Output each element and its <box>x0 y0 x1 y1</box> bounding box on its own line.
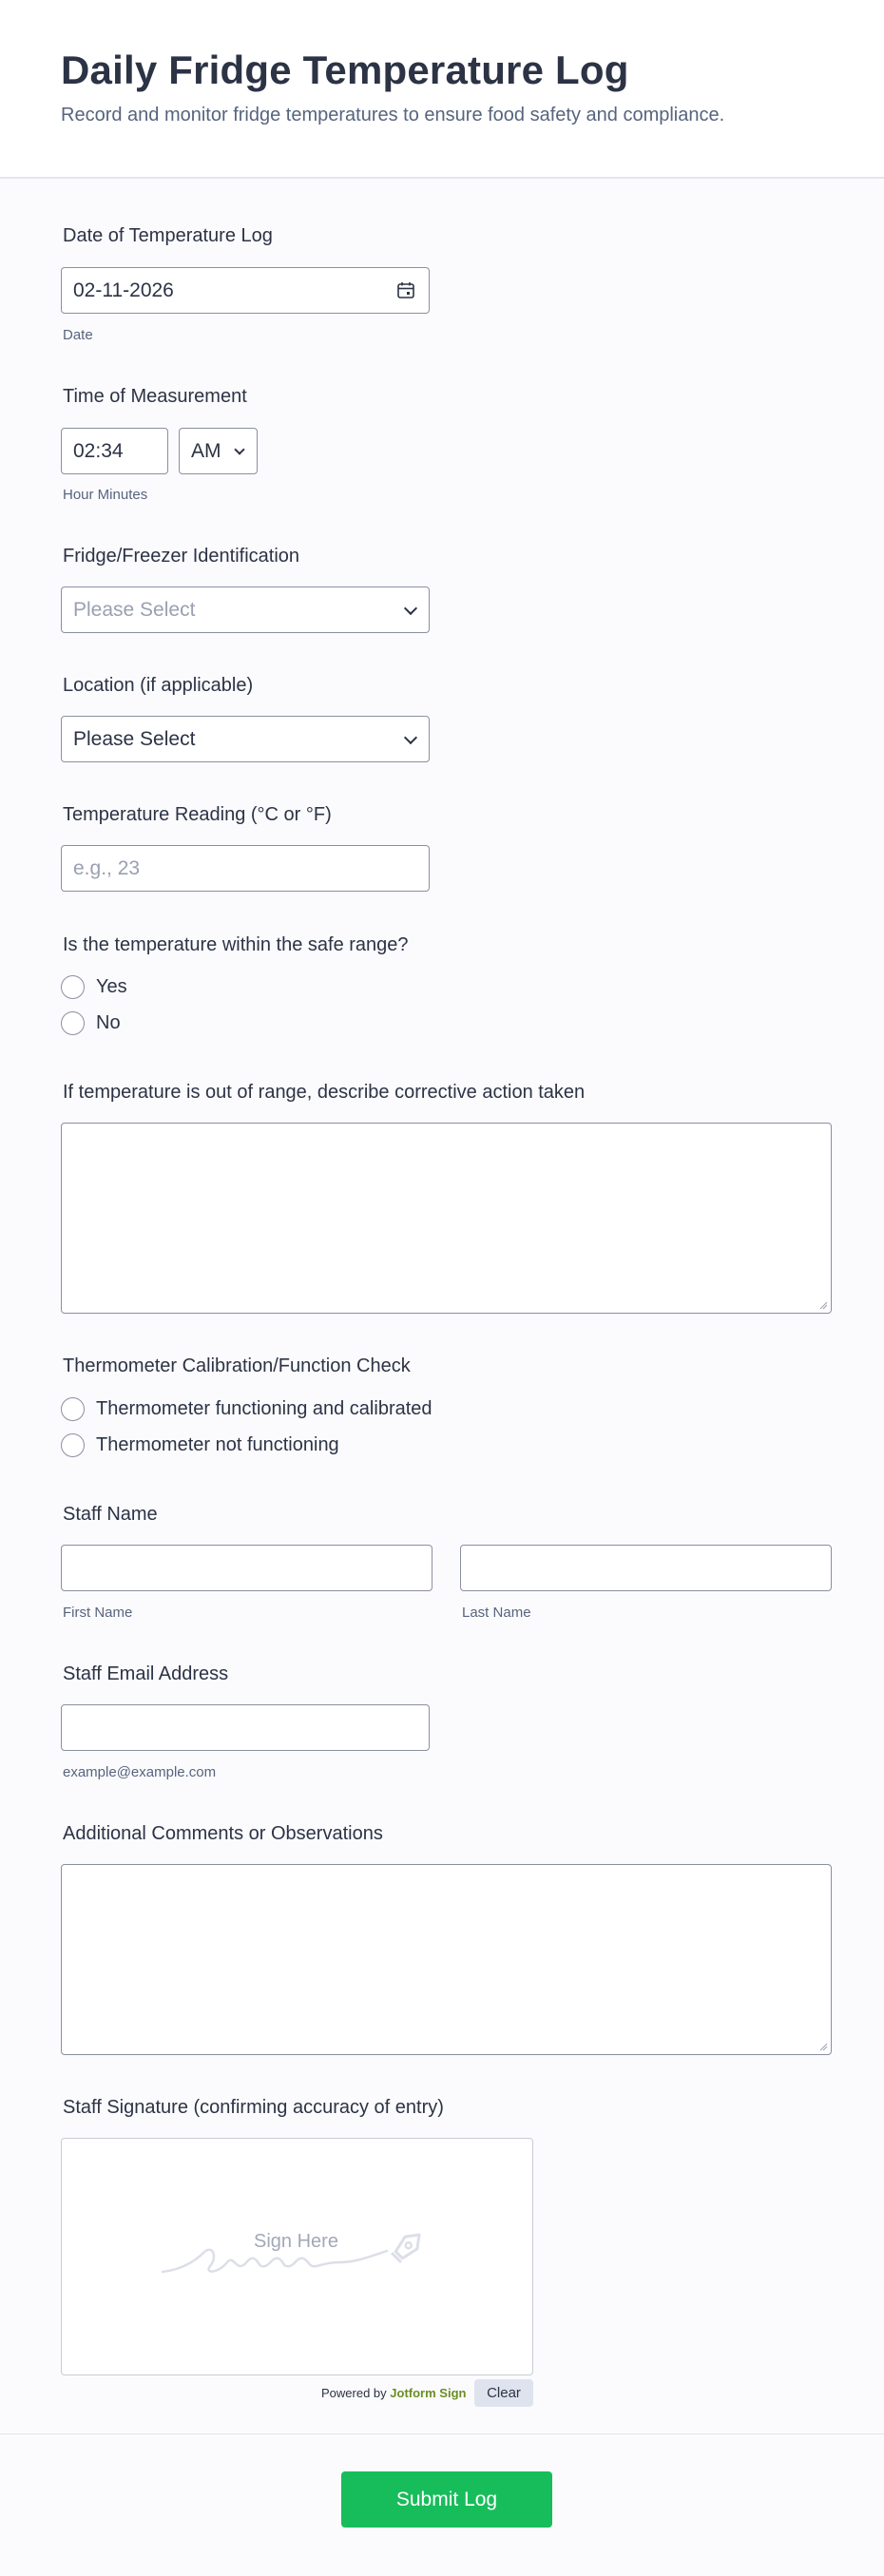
location-value: Please Select <box>73 727 196 750</box>
pen-nib-icon <box>388 2226 428 2266</box>
time-input[interactable] <box>61 428 168 474</box>
signature-label: Staff Signature (confirming accuracy of entry) <box>63 2097 444 2118</box>
radio-label: Thermometer not functioning <box>96 1434 339 1455</box>
radio-button[interactable] <box>61 1011 85 1035</box>
corrective-label: If temperature is out of range, describe corrective action taken <box>63 1082 586 1103</box>
submit-button[interactable]: Submit Log <box>341 2471 552 2528</box>
date-sublabel: Date <box>63 327 93 343</box>
resize-handle-icon[interactable] <box>818 2042 828 2051</box>
email-sublabel: example@example.com <box>63 1764 217 1780</box>
radio-button[interactable] <box>61 975 85 999</box>
location-label: Location (if applicable) <box>63 675 254 696</box>
footer-divider <box>0 2433 884 2434</box>
last-name-input[interactable] <box>460 1545 832 1591</box>
date-label: Date of Temperature Log <box>63 225 273 246</box>
chevron-down-icon <box>234 444 244 454</box>
time-sublabel: Hour Minutes <box>63 487 148 503</box>
location-select[interactable] <box>61 716 430 762</box>
first-name-input[interactable] <box>61 1545 432 1591</box>
calendar-icon[interactable] <box>396 280 415 300</box>
email-input[interactable] <box>61 1704 430 1751</box>
form-header <box>0 0 884 179</box>
fridge-select[interactable] <box>61 586 430 633</box>
comments-label: Additional Comments or Observations <box>63 1823 383 1844</box>
radio-label: Yes <box>96 976 127 997</box>
radio-button[interactable] <box>61 1433 85 1457</box>
comments-textarea[interactable] <box>61 1864 832 2055</box>
date-value: 02-11-2026 <box>73 279 174 301</box>
fridge-label: Fridge/Freezer Identification <box>63 546 300 567</box>
temperature-label: Temperature Reading (°C or °F) <box>63 804 332 825</box>
resize-handle-icon[interactable] <box>818 1300 828 1310</box>
radio-label: No <box>96 1012 121 1033</box>
signature-pad[interactable] <box>61 2138 533 2375</box>
calibration-label: Thermometer Calibration/Function Check <box>63 1355 411 1376</box>
ampm-value: AM <box>191 439 221 462</box>
last-name-sublabel: Last Name <box>462 1605 531 1621</box>
chevron-down-icon <box>404 601 417 614</box>
powered-prefix: Powered by <box>321 2386 387 2400</box>
temperature-input[interactable] <box>61 845 430 892</box>
clear-signature-button[interactable]: Clear <box>474 2379 533 2407</box>
first-name-sublabel: First Name <box>63 1605 133 1621</box>
powered-by-text <box>321 2386 466 2400</box>
email-label: Staff Email Address <box>63 1663 229 1684</box>
safe-range-label: Is the temperature within the safe range? <box>63 934 409 955</box>
fridge-placeholder: Please Select <box>73 598 196 621</box>
temperature-placeholder: e.g., 23 <box>73 856 141 879</box>
time-label: Time of Measurement <box>63 386 247 407</box>
chevron-down-icon <box>404 730 417 743</box>
staff-name-label: Staff Name <box>63 1504 158 1525</box>
powered-brand: Jotform Sign <box>390 2386 467 2400</box>
signature-placeholder: Sign Here <box>254 2231 338 2252</box>
radio-label: Thermometer functioning and calibrated <box>96 1398 432 1419</box>
radio-button[interactable] <box>61 1397 85 1421</box>
corrective-textarea[interactable] <box>61 1123 832 1314</box>
form-title: Daily Fridge Temperature Log <box>61 48 629 92</box>
time-value: 02:34 <box>73 439 124 462</box>
date-input[interactable] <box>61 267 430 314</box>
form-subtitle: Record and monitor fridge temperatures to ensure food safety and compliance. <box>61 105 725 125</box>
ampm-select[interactable] <box>179 428 258 474</box>
